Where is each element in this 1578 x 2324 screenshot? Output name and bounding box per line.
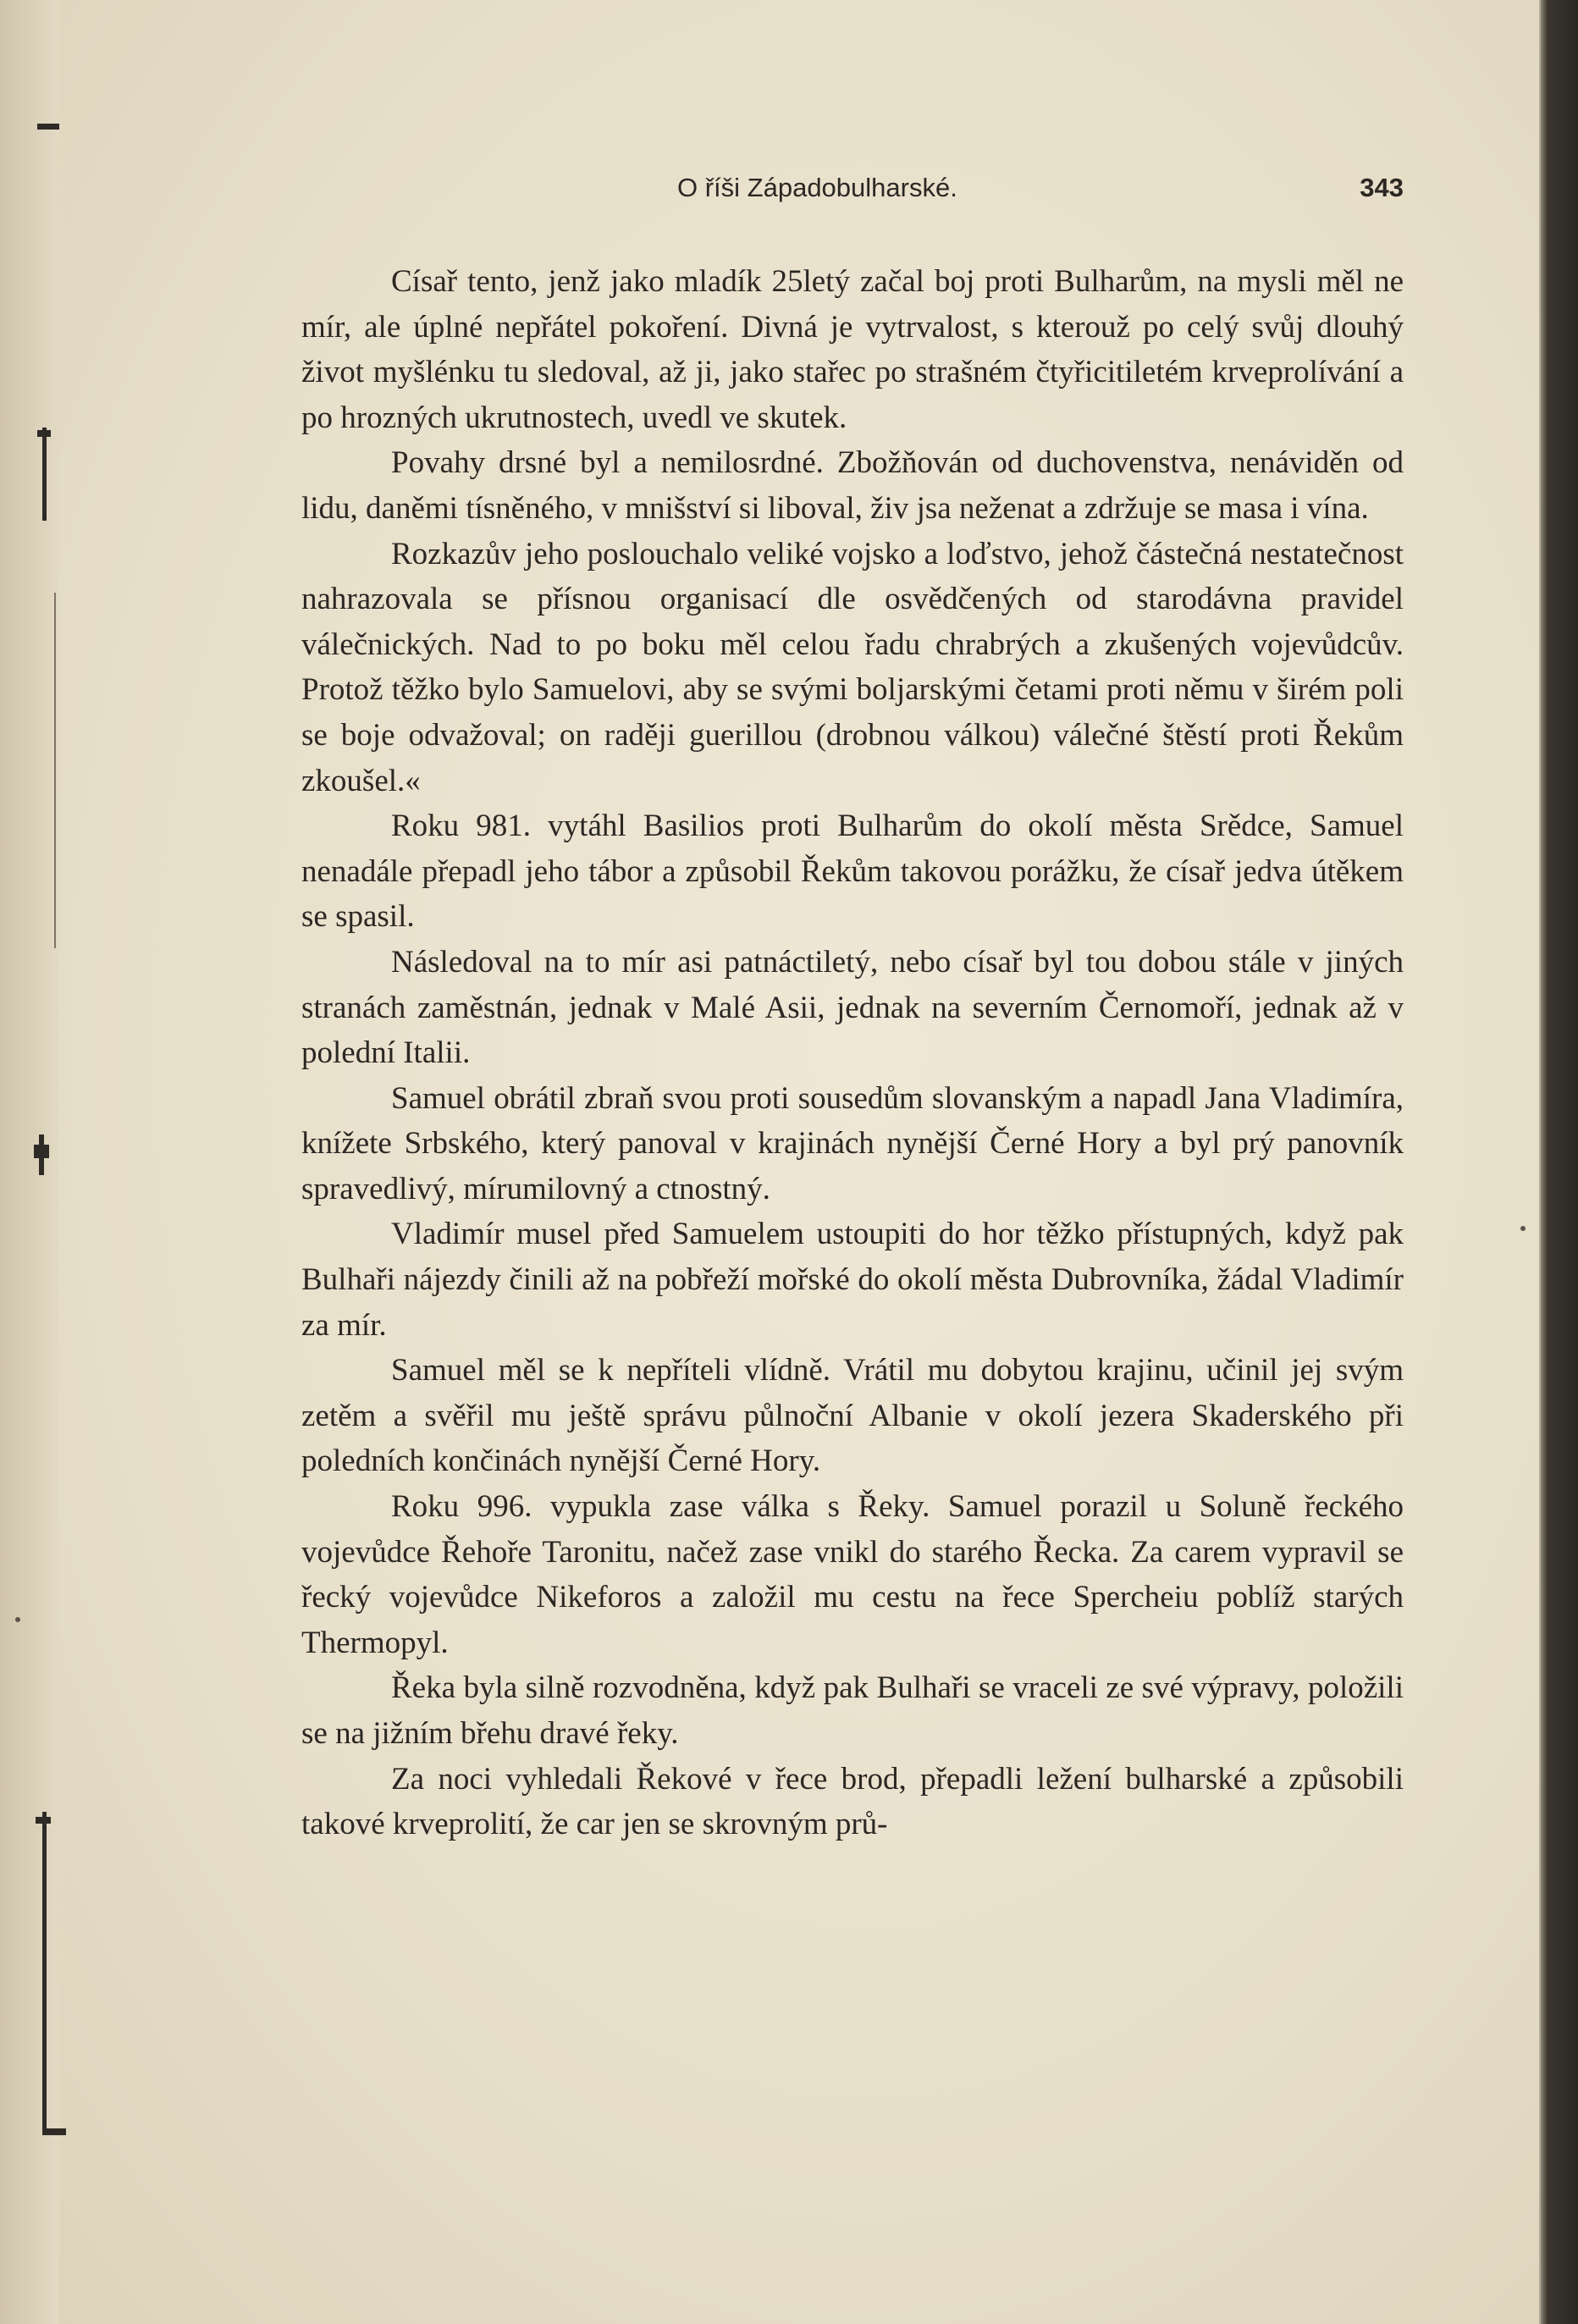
running-head xyxy=(301,173,1404,213)
paragraph: Samuel obrátil zbraň svou proti sousedům slovanským a napadl Jana Vladimíra, knížete Srbského, který panoval v krajinách nynější Černé Hory a byl prý panovník spravedlivý, mírumilovný a ctnostný. xyxy=(301,1080,1404,1206)
margin-mark xyxy=(36,1817,51,1824)
paragraph: Řeka byla silně rozvodněna, když pak Bulhaři se vraceli ze své výpravy, položili se na jižním břehu dravé řeky. xyxy=(301,1670,1404,1751)
paragraph: Císař tento, jenž jako mladík 25letý začal boj proti Bulharům, na mysli měl ne mír, ale úplné nepřátel pokoření. Divná je vytrvalost, s kterouž po celý svůj dlouhý život myšlénku tu sledoval, až ji, jako stařec po strašném čtyřicitiletém krveprolívání a po hrozných ukrutnostech, uvedl ve skutek. xyxy=(301,264,1404,435)
paragraph: Roku 996. vypukla zase válka s Řeky. Samuel porazil u Soluně řeckého vojevůdce Řehoře Taronitu, načež zase vnikl do starého Řecka. Za carem vypravil se řecký vojevůdce Nikeforos a založil mu cestu na řece Spercheiu poblíž starých Thermopyl. xyxy=(301,1489,1404,1660)
margin-rule xyxy=(54,593,56,948)
speck xyxy=(15,1617,20,1622)
paragraph: Za noci vyhledali Řekové v řece brod, přepadli ležení bulharské a způsobili takové krveprolití, že car jen se skrovným prů- xyxy=(301,1761,1404,1842)
paragraph: Vladimír musel před Samuelem ustoupiti do hor těžko přístupných, když pak Bulhaři nájezdy činili až na pobřeží mořské do okolí města Dubrovníka, žádal Vladimír za mír. xyxy=(301,1217,1404,1343)
body-text xyxy=(301,259,1404,1847)
margin-mark xyxy=(37,430,51,437)
margin-mark xyxy=(42,1812,47,2134)
margin-mark xyxy=(34,1145,49,1158)
margin-mark xyxy=(42,2128,66,2135)
margin-mark xyxy=(37,124,59,130)
paragraph: Samuel měl se k nepříteli vlídně. Vrátil mu dobytou krajinu, učinil jej svým zetěm a svěřil mu ještě správu půlnoční Albanie v okolí jezera Skaderského při poledních končinách nynější Černé Hory. xyxy=(301,1353,1404,1479)
running-title: O říši Západobulharské. xyxy=(677,173,957,202)
paragraph: Roku 981. vytáhl Basilios proti Bulharům do okolí města Srědce, Samuel nenadále přepadl jeho tábor a způsobil Řekům takovou porážku, že císař jedva útěkem se spasil. xyxy=(301,809,1404,935)
paragraph: Rozkazův jeho poslouchalo veliké vojsko a loďstvo, jehož částečná nestatečnost nahrazovala se přísnou organisací dle osvědčených od starodávna pravidel válečnických. Nad to po boku měl celou řadu chrabrých a zkušených vojevůdcův. Protož těžko bylo Samuelovi, aby se svými boljarskými četami proti němu v širém poli se boje odvažoval; on raději guerillou (drobnou válkou) válečné štěstí proti Řekům zkoušel.« xyxy=(301,536,1404,798)
binding-edge xyxy=(0,0,59,2324)
speck xyxy=(1520,1226,1526,1231)
paragraph: Povahy drsné byl a nemilosrdné. Zbožňován od duchovenstva, nenáviděn od lidu, daněmi tísněného, v mnišství si liboval, živ jsa neženat a zdržuje se masa i vína. xyxy=(301,445,1404,526)
page-number: 343 xyxy=(1360,173,1404,202)
paragraph: Následoval na to mír asi patnáctiletý, nebo císař byl tou dobou stále v jiných stranách zaměstnán, jednak v Malé Asii, jednak na severním Černomoří, jednak až v polední Italii. xyxy=(301,944,1404,1071)
margin-mark xyxy=(42,428,47,521)
dark-scan-border xyxy=(1541,0,1578,2324)
